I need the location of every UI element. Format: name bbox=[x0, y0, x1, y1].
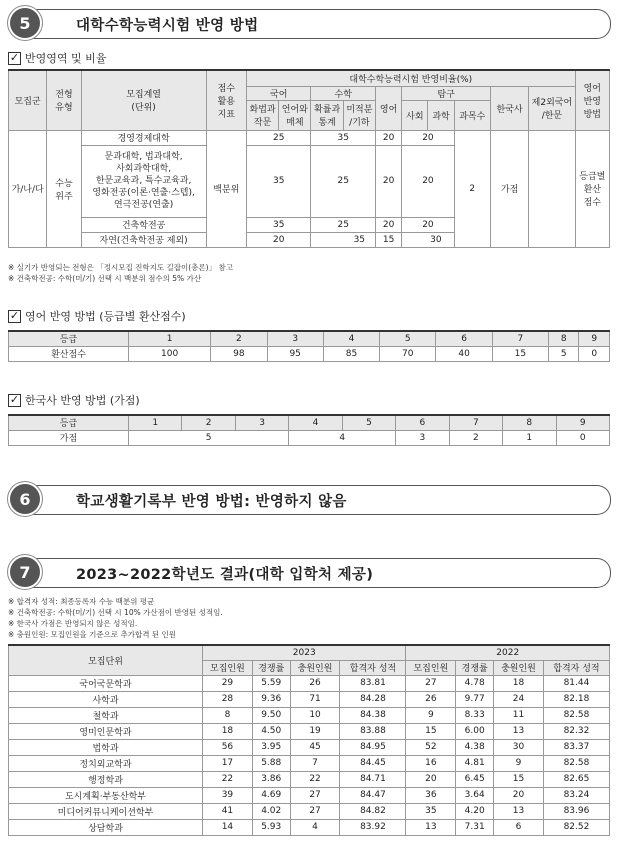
cell-value: 26 bbox=[406, 691, 456, 707]
cell-value: 7 bbox=[290, 755, 340, 771]
cell-value: 4 bbox=[289, 430, 396, 445]
section-title: 대학수학능력시험 반영 방법 bbox=[76, 18, 259, 34]
section-title: 2023~2022학년도 결과(대학 입학처 제공) bbox=[76, 567, 374, 583]
section-number: 7 bbox=[10, 557, 40, 587]
header-unit: 모집계열 (단위) bbox=[81, 70, 206, 130]
cell-value: 35 bbox=[406, 803, 456, 819]
cell-value: 83.92 bbox=[340, 819, 406, 835]
header-science: 과학 bbox=[428, 100, 454, 130]
cell-unit: 도시계획·부동산학부 bbox=[9, 787, 203, 803]
cell-value: 52 bbox=[406, 739, 456, 755]
cell-unit: 철학과 bbox=[9, 707, 203, 723]
cell-value: 81.44 bbox=[543, 675, 609, 691]
note-line: ※ 충원인원: 모집인원을 기준으로 추가합격 된 인원 bbox=[8, 630, 177, 639]
cell-unit: 경영경제대학 bbox=[81, 130, 206, 145]
cell-value: 13 bbox=[406, 819, 456, 835]
cell-value: 20 bbox=[246, 232, 311, 247]
header-col: 합격자 성적 bbox=[543, 660, 609, 675]
cell-value: 3 bbox=[396, 430, 449, 445]
cell-value: 9 bbox=[406, 707, 456, 723]
cell-value: 25 bbox=[246, 130, 311, 145]
table-row bbox=[9, 723, 610, 739]
header-subject-count: 과목수 bbox=[454, 100, 490, 130]
cell-value: 27 bbox=[290, 787, 340, 803]
cell-value: 35 bbox=[311, 232, 376, 247]
cell-value: 25 bbox=[311, 217, 376, 232]
header-col: 충원인원 bbox=[494, 660, 544, 675]
cell-value: 82.58 bbox=[543, 707, 609, 723]
notes-1 bbox=[8, 262, 233, 284]
cell-value: 4.50 bbox=[252, 723, 290, 739]
cell-value: 3.64 bbox=[456, 787, 494, 803]
header-korean-1: 화법과 작문 bbox=[246, 100, 278, 130]
subsection-heading bbox=[8, 308, 186, 324]
section-number: 5 bbox=[10, 8, 40, 38]
header-grade-n: 3 bbox=[267, 331, 323, 346]
cell-value: 5.93 bbox=[252, 819, 290, 835]
header-math: 수학 bbox=[311, 86, 376, 100]
cell-value: 20 bbox=[376, 130, 402, 145]
cell-value: 22 bbox=[203, 771, 253, 787]
header-year-2022: 2022 bbox=[406, 645, 610, 660]
cell-value: 5.88 bbox=[252, 755, 290, 771]
header-grade-n: 5 bbox=[342, 415, 395, 430]
checkbox-icon: ✓ bbox=[9, 392, 20, 406]
cell-value: 0 bbox=[579, 346, 610, 361]
cell-unit: 사학과 bbox=[9, 691, 203, 707]
header-grade-n: 4 bbox=[289, 415, 342, 430]
header-social: 사회 bbox=[402, 100, 428, 130]
cell-value: 6 bbox=[494, 819, 544, 835]
table-row bbox=[9, 739, 610, 755]
cell-second-language bbox=[529, 130, 575, 247]
cell-value: 9.77 bbox=[456, 691, 494, 707]
header-grade-n: 2 bbox=[182, 415, 235, 430]
cell-value: 17 bbox=[203, 755, 253, 771]
header-unit: 모집단위 bbox=[9, 645, 203, 675]
cell-history: 가점 bbox=[490, 130, 528, 247]
results-table bbox=[8, 644, 610, 836]
cell-value: 25 bbox=[311, 145, 376, 217]
header-col: 경쟁률 bbox=[456, 660, 494, 675]
header-math-2: 미적분 /기하 bbox=[343, 100, 375, 130]
header-ratio: 대학수학능력시험 반영비율(%) bbox=[246, 70, 575, 86]
cell-value: 8.33 bbox=[456, 707, 494, 723]
cell-value: 14 bbox=[203, 819, 253, 835]
cell-score: 백분위 bbox=[206, 130, 246, 247]
cell-value: 4.38 bbox=[456, 739, 494, 755]
header-grade-n: 3 bbox=[235, 415, 288, 430]
cell-value: 10 bbox=[290, 707, 340, 723]
cell-value: 84.28 bbox=[340, 691, 406, 707]
subsection-heading bbox=[8, 50, 106, 66]
cell-value: 18 bbox=[203, 723, 253, 739]
cell-value: 82.18 bbox=[543, 691, 609, 707]
header-grade: 등급 bbox=[9, 415, 129, 430]
table-row bbox=[9, 803, 610, 819]
cell-value: 20 bbox=[402, 145, 454, 217]
header-type: 전형 유형 bbox=[47, 70, 81, 130]
cell-value: 15 bbox=[492, 346, 548, 361]
checkbox-icon: ✓ bbox=[9, 308, 20, 322]
cell-value: 35 bbox=[246, 217, 311, 232]
cell-value: 6.00 bbox=[456, 723, 494, 739]
row-label: 가점 bbox=[9, 430, 129, 445]
cell-value: 11 bbox=[494, 707, 544, 723]
cell-value: 82.65 bbox=[543, 771, 609, 787]
table-row bbox=[9, 691, 610, 707]
cell-unit: 미디어커뮤니케이션학부 bbox=[9, 803, 203, 819]
cell-value: 13 bbox=[494, 803, 544, 819]
cell-value: 1 bbox=[503, 430, 556, 445]
cell-value: 4.20 bbox=[456, 803, 494, 819]
header-grade-n: 9 bbox=[579, 331, 610, 346]
subsection-label: 한국사 반영 방법 (가점) bbox=[25, 394, 140, 407]
cell-type: 수능 위주 bbox=[47, 130, 81, 247]
cell-value: 3.86 bbox=[252, 771, 290, 787]
cell-value: 5.59 bbox=[252, 675, 290, 691]
cell-value: 4.78 bbox=[456, 675, 494, 691]
header-second-language: 제2외국어 /한문 bbox=[529, 86, 575, 130]
header-korean-2: 언어와 매체 bbox=[279, 100, 311, 130]
cell-unit: 상담학과 bbox=[9, 819, 203, 835]
cell-group: 가/나/다 bbox=[9, 130, 47, 247]
cell-value: 5 bbox=[129, 430, 289, 445]
cell-value: 45 bbox=[290, 739, 340, 755]
note-line: ※ 한국사 가점은 반영되지 않은 성적임. bbox=[8, 619, 138, 628]
note-line: ※ 합격자 성적: 최종등록자 수능 백분위 평균 bbox=[8, 597, 155, 606]
cell-value: 83.81 bbox=[340, 675, 406, 691]
cell-value: 95 bbox=[267, 346, 323, 361]
header-col: 합격자 성적 bbox=[340, 660, 406, 675]
section-5-header bbox=[4, 6, 610, 40]
cell-value: 9 bbox=[494, 755, 544, 771]
cell-value: 82.58 bbox=[543, 755, 609, 771]
subsection-label: 영어 반영 방법 (등급별 환산점수) bbox=[25, 310, 186, 323]
header-grade-n: 6 bbox=[436, 331, 492, 346]
cell-value: 5 bbox=[549, 346, 579, 361]
cell-value: 28 bbox=[203, 691, 253, 707]
cell-value: 98 bbox=[211, 346, 267, 361]
cell-value: 20 bbox=[402, 130, 454, 145]
cell-value: 27 bbox=[406, 675, 456, 691]
note-line: ※ 건축학전공: 수학(미/기) 선택 시 10% 가산점이 반영된 성적임. bbox=[8, 608, 223, 617]
section-title: 학교생활기록부 반영 방법: 반영하지 않음 bbox=[76, 494, 347, 510]
header-score-index: 점수 활용 지표 bbox=[206, 70, 246, 130]
cell-unit: 법학과 bbox=[9, 739, 203, 755]
cell-value: 82.32 bbox=[543, 723, 609, 739]
cell-value: 84.45 bbox=[340, 755, 406, 771]
cell-unit: 문과대학, 법과대학, 사회과학대학, 한문교육과, 특수교육과, 영화전공(이론·연출·스텝), 연극전공(연출) bbox=[81, 145, 206, 217]
cell-value: 19 bbox=[290, 723, 340, 739]
table-row bbox=[9, 819, 610, 835]
header-grade-n: 8 bbox=[503, 415, 556, 430]
reflection-ratio-table bbox=[8, 69, 610, 248]
cell-value: 20 bbox=[376, 217, 402, 232]
cell-value: 56 bbox=[203, 739, 253, 755]
table-row bbox=[9, 787, 610, 803]
header-grade-n: 1 bbox=[129, 331, 211, 346]
cell-value: 20 bbox=[406, 771, 456, 787]
cell-value: 84.71 bbox=[340, 771, 406, 787]
cell-value: 36 bbox=[406, 787, 456, 803]
subsection-label: 반영영역 및 비율 bbox=[25, 52, 107, 65]
note-line: ※ 건축학전공: 수학(미/기) 선택 시 백분위 점수의 5% 가산 bbox=[8, 274, 202, 283]
cell-unit: 국어국문학과 bbox=[9, 675, 203, 691]
cell-value: 13 bbox=[494, 723, 544, 739]
subsection-heading bbox=[8, 392, 140, 408]
cell-value: 82.52 bbox=[543, 819, 609, 835]
cell-value: 15 bbox=[376, 232, 402, 247]
header-col: 경쟁률 bbox=[252, 660, 290, 675]
cell-value: 27 bbox=[290, 803, 340, 819]
cell-value: 15 bbox=[494, 771, 544, 787]
table-row bbox=[9, 707, 610, 723]
notes-2 bbox=[8, 596, 223, 640]
cell-value: 9.36 bbox=[252, 691, 290, 707]
cell-value: 9.50 bbox=[252, 707, 290, 723]
checkbox-icon: ✓ bbox=[9, 50, 20, 64]
cell-value: 84.82 bbox=[340, 803, 406, 819]
cell-value: 4 bbox=[290, 819, 340, 835]
section-number: 6 bbox=[10, 484, 40, 514]
header-english: 영어 bbox=[376, 86, 402, 130]
header-math-1: 확률과 통계 bbox=[311, 100, 343, 130]
cell-value: 24 bbox=[494, 691, 544, 707]
cell-unit: 자연(건축학전공 제외) bbox=[81, 232, 206, 247]
header-grade: 등급 bbox=[9, 331, 129, 346]
header-grade-n: 2 bbox=[211, 331, 267, 346]
cell-value: 41 bbox=[203, 803, 253, 819]
header-grade-n: 5 bbox=[380, 331, 436, 346]
cell-value: 20 bbox=[494, 787, 544, 803]
history-grade-table bbox=[8, 414, 610, 446]
cell-value: 30 bbox=[402, 232, 454, 247]
cell-value: 84.95 bbox=[340, 739, 406, 755]
cell-value: 35 bbox=[311, 130, 376, 145]
cell-value: 20 bbox=[402, 217, 454, 232]
cell-value: 83.24 bbox=[543, 787, 609, 803]
header-grade-n: 9 bbox=[556, 415, 610, 430]
cell-value: 83.88 bbox=[340, 723, 406, 739]
cell-english-method: 등급별 환산 점수 bbox=[575, 130, 609, 247]
cell-unit: 영미인문학과 bbox=[9, 723, 203, 739]
cell-value: 4.02 bbox=[252, 803, 290, 819]
header-korean-history: 한국사 bbox=[490, 86, 528, 130]
cell-value: 70 bbox=[380, 346, 436, 361]
cell-unit: 건축학전공 bbox=[81, 217, 206, 232]
cell-value: 15 bbox=[406, 723, 456, 739]
cell-value: 8 bbox=[203, 707, 253, 723]
table-row bbox=[9, 755, 610, 771]
cell-value: 18 bbox=[494, 675, 544, 691]
section-7-header bbox=[4, 555, 610, 589]
header-english-method: 영어 반영 방법 bbox=[575, 70, 609, 130]
cell-subject-count: 2 bbox=[454, 130, 490, 247]
header-grade-n: 7 bbox=[492, 331, 548, 346]
cell-value: 71 bbox=[290, 691, 340, 707]
cell-value: 16 bbox=[406, 755, 456, 771]
cell-value: 20 bbox=[376, 145, 402, 217]
cell-value: 3.95 bbox=[252, 739, 290, 755]
table-row bbox=[9, 675, 610, 691]
cell-value: 100 bbox=[129, 346, 211, 361]
row-label: 환산점수 bbox=[9, 346, 129, 361]
cell-value: 30 bbox=[494, 739, 544, 755]
cell-value: 22 bbox=[290, 771, 340, 787]
cell-value: 7.31 bbox=[456, 819, 494, 835]
english-grade-table bbox=[8, 330, 610, 362]
cell-value: 0 bbox=[556, 430, 610, 445]
header-korean: 국어 bbox=[246, 86, 311, 100]
header-col: 모집인원 bbox=[203, 660, 253, 675]
header-grade-n: 7 bbox=[449, 415, 502, 430]
cell-value: 84.38 bbox=[340, 707, 406, 723]
cell-value: 29 bbox=[203, 675, 253, 691]
section-6-header bbox=[4, 482, 610, 516]
cell-value: 35 bbox=[246, 145, 311, 217]
cell-unit: 정치외교학과 bbox=[9, 755, 203, 771]
cell-value: 39 bbox=[203, 787, 253, 803]
header-grade-n: 8 bbox=[549, 331, 579, 346]
cell-value: 26 bbox=[290, 675, 340, 691]
note-line: ※ 실기가 반영되는 전형은 「정시모집 진학지도 길잡이(총론)」 참고 bbox=[8, 263, 233, 272]
header-group: 모집군 bbox=[9, 70, 47, 130]
header-grade-n: 1 bbox=[129, 415, 182, 430]
header-col: 모집인원 bbox=[406, 660, 456, 675]
cell-value: 83.96 bbox=[543, 803, 609, 819]
cell-unit: 행정학과 bbox=[9, 771, 203, 787]
cell-value: 4.69 bbox=[252, 787, 290, 803]
header-col: 충원인원 bbox=[290, 660, 340, 675]
cell-value: 2 bbox=[449, 430, 502, 445]
header-inquiry: 탐구 bbox=[402, 86, 491, 100]
table-row bbox=[9, 771, 610, 787]
header-grade-n: 4 bbox=[323, 331, 379, 346]
cell-value: 4.81 bbox=[456, 755, 494, 771]
header-grade-n: 6 bbox=[396, 415, 449, 430]
cell-value: 85 bbox=[323, 346, 379, 361]
cell-value: 83.37 bbox=[543, 739, 609, 755]
cell-value: 84.47 bbox=[340, 787, 406, 803]
cell-value: 40 bbox=[436, 346, 492, 361]
header-year-2023: 2023 bbox=[203, 645, 406, 660]
cell-value: 6.45 bbox=[456, 771, 494, 787]
